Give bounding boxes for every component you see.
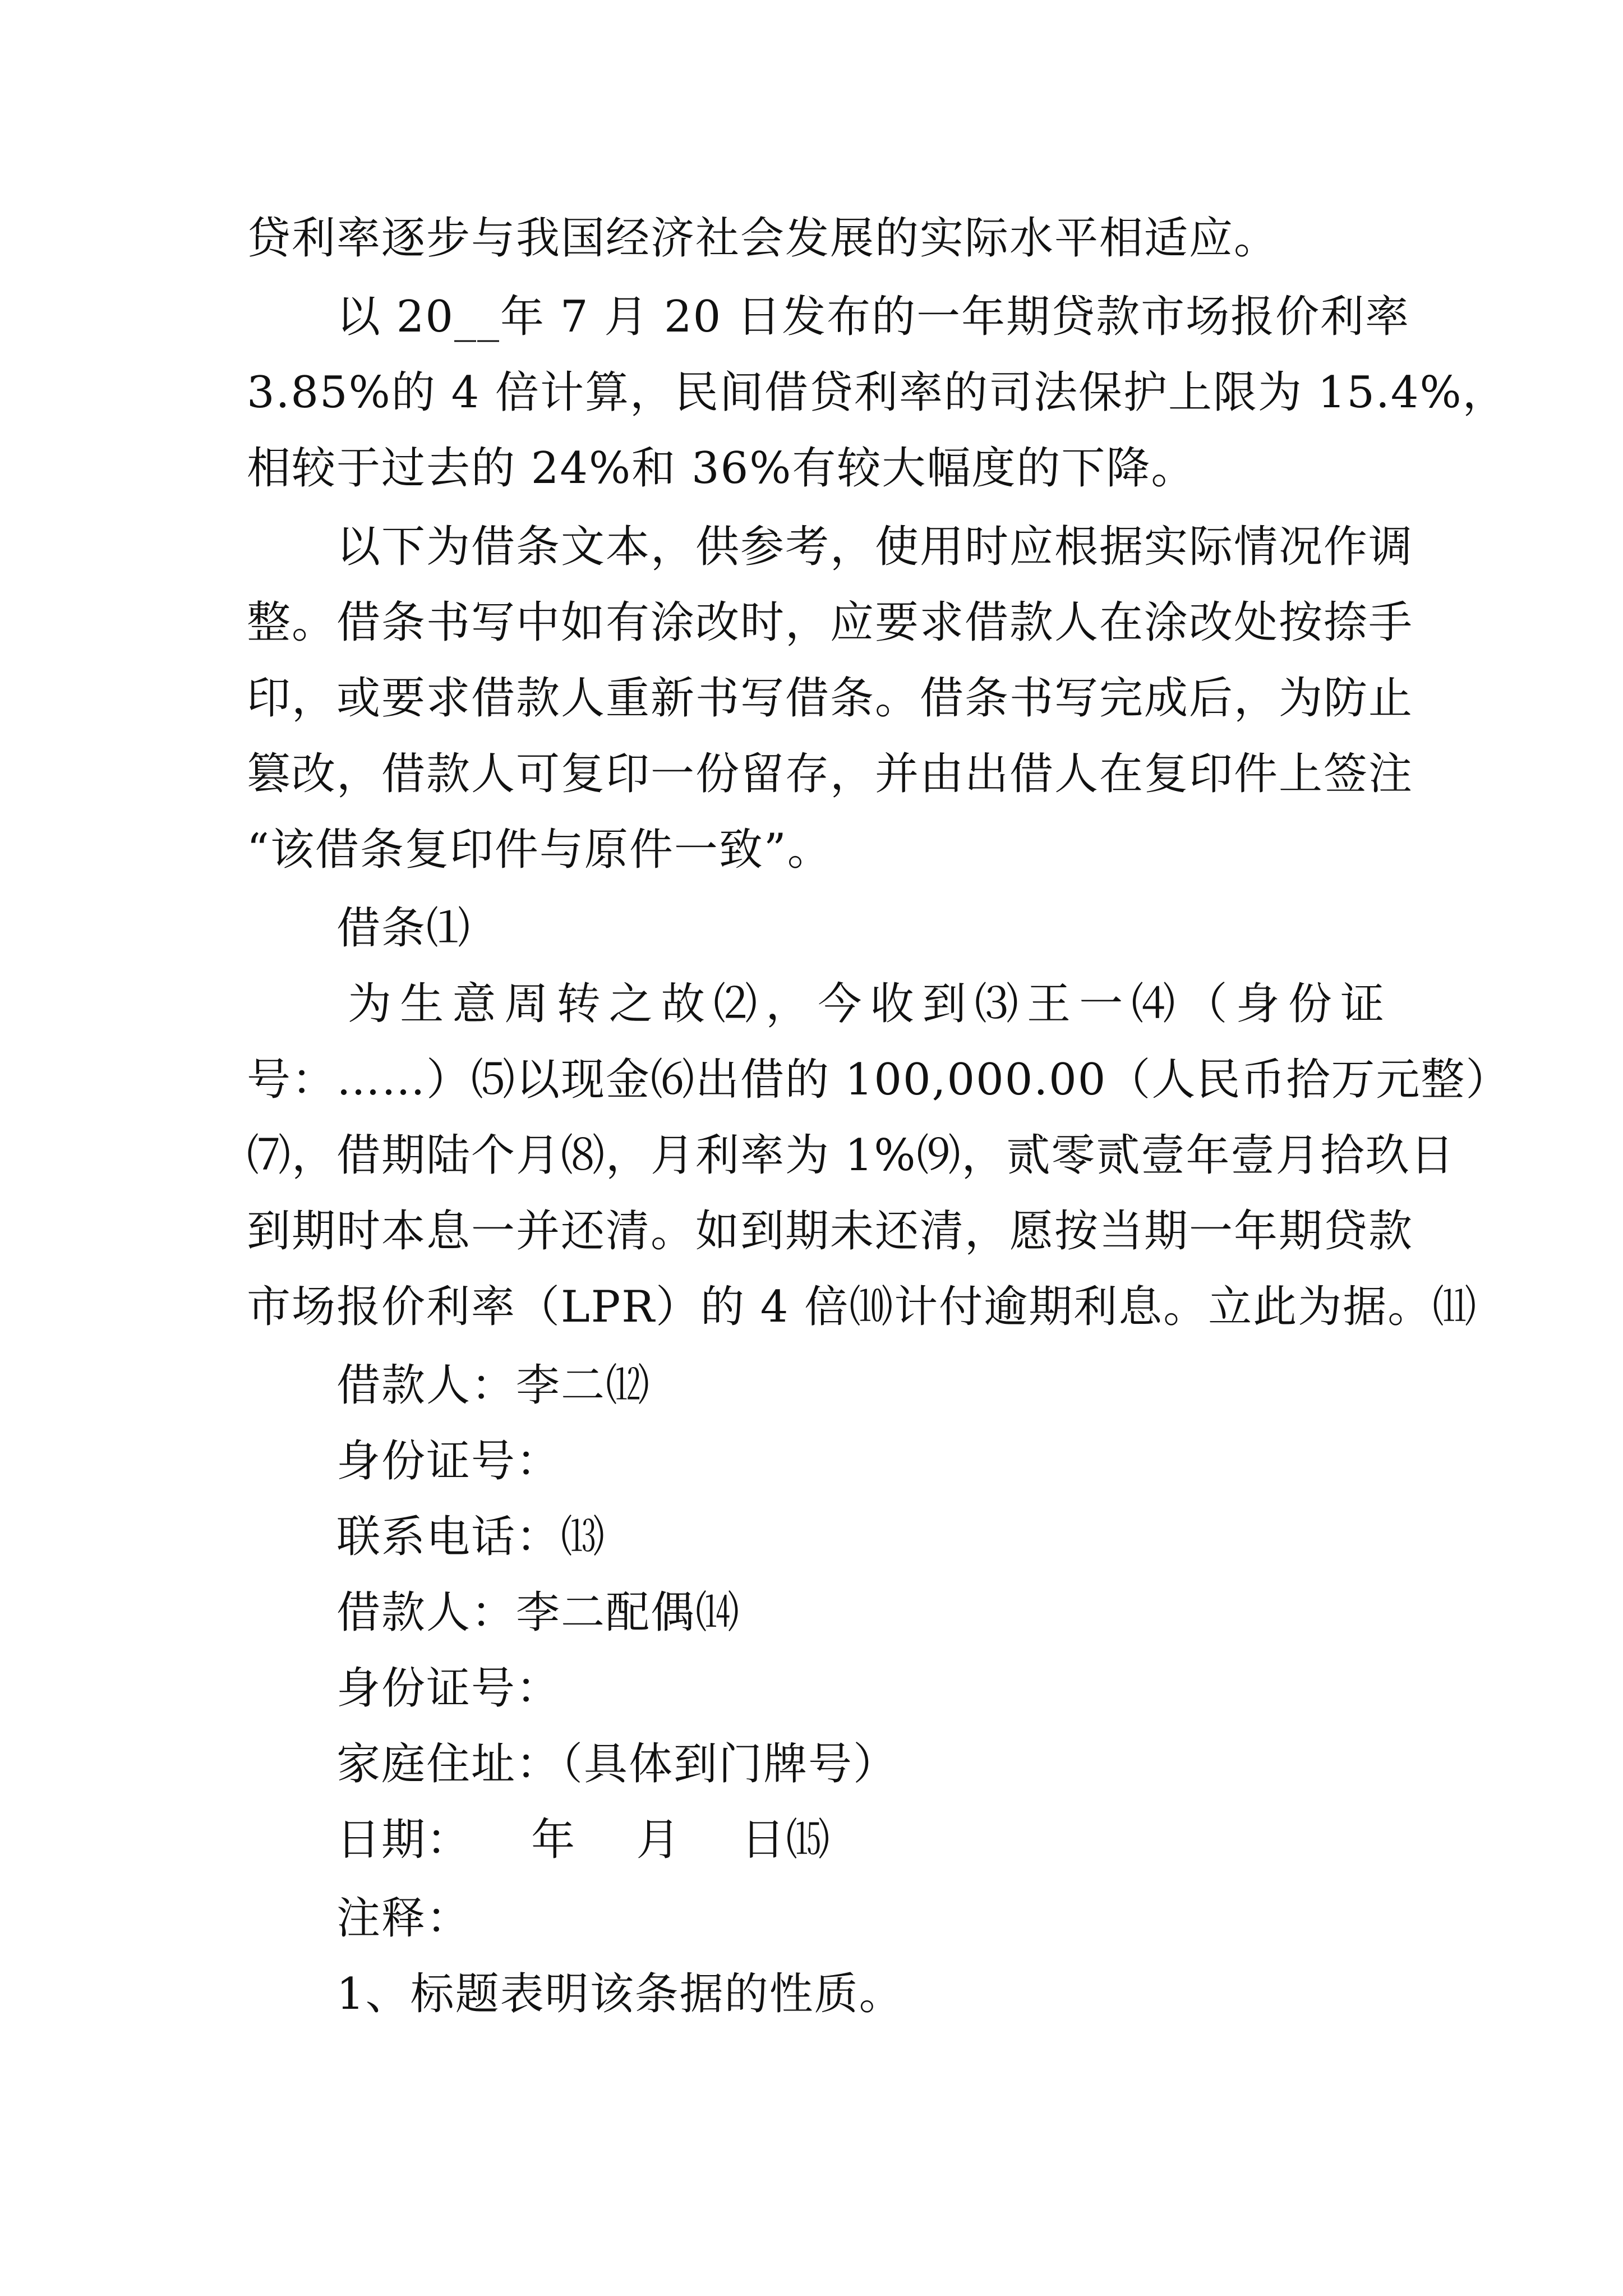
text-line: 为生意周转之故⑵，今收到⑶王一⑷（身份证: [348, 979, 1385, 1029]
address-line: 家庭住址：（具体到门牌号）: [336, 1739, 898, 1789]
id-number-line: 身份证号：: [336, 1663, 561, 1714]
note-item: 1、标题表明该条据的性质。: [336, 1969, 904, 2019]
borrower-spouse-line: 借款人：李二配偶⒁: [336, 1588, 741, 1638]
text-line: 贷利率逐步与我国经济社会发展的实际水平相适应。: [247, 213, 1279, 264]
text-line: 篡改，借款人可复印一份留存，并由出借人在复印件上签注: [247, 749, 1414, 799]
text-line: 以 20__年 7 月 20 日发布的一年期贷款市场报价利率: [336, 292, 1410, 342]
phone-line: 联系电话：⒀: [336, 1512, 606, 1562]
text-line: 以下为借条文本，供参考，使用时应根据实际情况作调: [336, 522, 1414, 572]
text-line: “该借条复印件与原件一致”。: [247, 825, 832, 875]
text-line: 到期时本息一并还清。如到期未还清，愿按当期一年期贷款: [247, 1206, 1414, 1257]
text-line: ⑺，借期陆个月⑻，月利率为 1%⑼，贰零贰壹年壹月拾玖日: [247, 1130, 1455, 1181]
text-line: 相较于过去的 24%和 36%有较大幅度的下降。: [247, 443, 1196, 494]
text-line: 整。借条书写中如有涂改时，应要求借款人在涂改处按捺手: [247, 597, 1414, 648]
id-number-line: 身份证号：: [336, 1436, 561, 1487]
text-line: 3.85%的 4 倍计算，民间借贷利率的司法保护上限为 15.4%，: [247, 367, 1507, 418]
text-line: 号：……）⑸以现金⑹出借的 100,000.00（人民币拾万元整）: [247, 1055, 1511, 1105]
loan-note-title: 借条⑴: [336, 903, 472, 954]
borrower-line: 借款人：李二⑿: [336, 1360, 651, 1411]
notes-heading: 注释：: [336, 1893, 472, 1944]
date-line: 日期： 年 月 日⒂: [336, 1815, 831, 1865]
text-line: 市场报价利率（LPR）的 4 倍⑽计付逾期利息。立此为据。⑾: [247, 1282, 1478, 1332]
text-line: 印，或要求借款人重新书写借条。借条书写完成后，为防止: [247, 673, 1414, 724]
